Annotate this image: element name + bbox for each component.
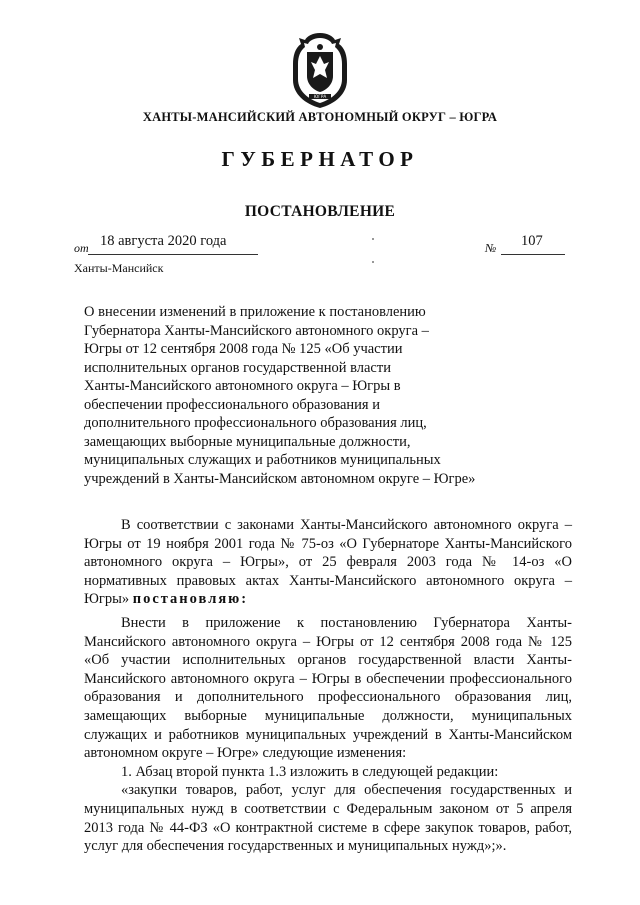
stray-dot	[372, 238, 374, 240]
number-prefix: №	[485, 241, 497, 255]
amendment-paragraph: Внести в приложение к постановлению Губернатора Ханты-Мансийского автономного округа – Югры от 12 сентября 2008 года № 125 «Об участии исполнительных органов государственной власти Ханты-Мансийского автономного округа – Югры в обеспечении профессионального образования и дополнительного профессионального образования лиц, замещающих выборные муниципальные должности, муниципальных служащих и работников муниципальных учреждений в Ханты-Мансийском автономном округе – Югре» следующие изменения:	[84, 615, 572, 762]
stray-dot	[372, 261, 374, 263]
document-type: ПОСТАНОВЛЕНИЕ	[244, 203, 396, 220]
ugra-coat-of-arms-icon	[285, 30, 355, 110]
subject-line: учреждений в Ханты-Мансийском автономном округе – Югре»	[84, 470, 476, 487]
document-subject	[84, 303, 544, 488]
subject-line: О внесении изменений в приложение к постановлению	[84, 304, 426, 320]
document-number: 107	[521, 233, 543, 249]
subject-line: обеспечении профессионального образования и	[84, 396, 380, 413]
date-prefix: от	[74, 241, 89, 255]
decree-body	[84, 614, 572, 856]
preamble-paragraph	[84, 516, 572, 609]
region-name: ХАНТЫ-МАНСИЙСКИЙ АВТОНОМНЫЙ ОКРУГ – ЮГРА	[142, 110, 498, 124]
subject-line: муниципальных служащих и работников муниципальных	[84, 452, 441, 468]
subject-line: Югры от 12 сентября 2008 года № 125 «Об участии	[84, 341, 403, 357]
subject-line: замещающих выборные муниципальные должности,	[84, 433, 411, 450]
decree-word: постановляю:	[132, 591, 249, 608]
svg-text:ЮГРА: ЮГРА	[313, 94, 327, 100]
document-date: 18 августа 2020 года	[100, 233, 227, 249]
document-city: Ханты-Мансийск	[74, 261, 164, 275]
subject-line: исполнительных органов государственной власти	[84, 359, 391, 376]
subject-line: Ханты-Мансийского автономного округа – Югры в	[84, 378, 401, 394]
governor-title: ГУБЕРНАТОР	[221, 147, 419, 171]
subject-line: Губернатора Ханты-Мансийского автономного округа –	[84, 322, 429, 339]
amendment-item: 1. Абзац второй пункта 1.3 изложить в следующей редакции:	[121, 763, 499, 780]
amendment-quote: «закупки товаров, работ, услуг для обеспечения государственных и муниципальных нужд в соответствии с Федеральным законом от 5 апреля 2013 года № 44-ФЗ «О контрактной системе в сфере закупок товаров, работ, услуг для обеспечения государственных и муниципальных нужд»;».	[84, 782, 572, 855]
subject-line: дополнительного профессионального образования лиц,	[84, 415, 427, 431]
preamble-text: В соответствии с законами Ханты-Мансийского автономного округа – Югры от 19 ноября 2001 года № 75-оз «О Губернаторе Ханты-Мансийского автономного округа – Югры», от 25 февраля 2003 года № 14-оз «О нормативных правовых актах Ханты-Мансийского автономного округа – Югры»	[84, 517, 572, 608]
